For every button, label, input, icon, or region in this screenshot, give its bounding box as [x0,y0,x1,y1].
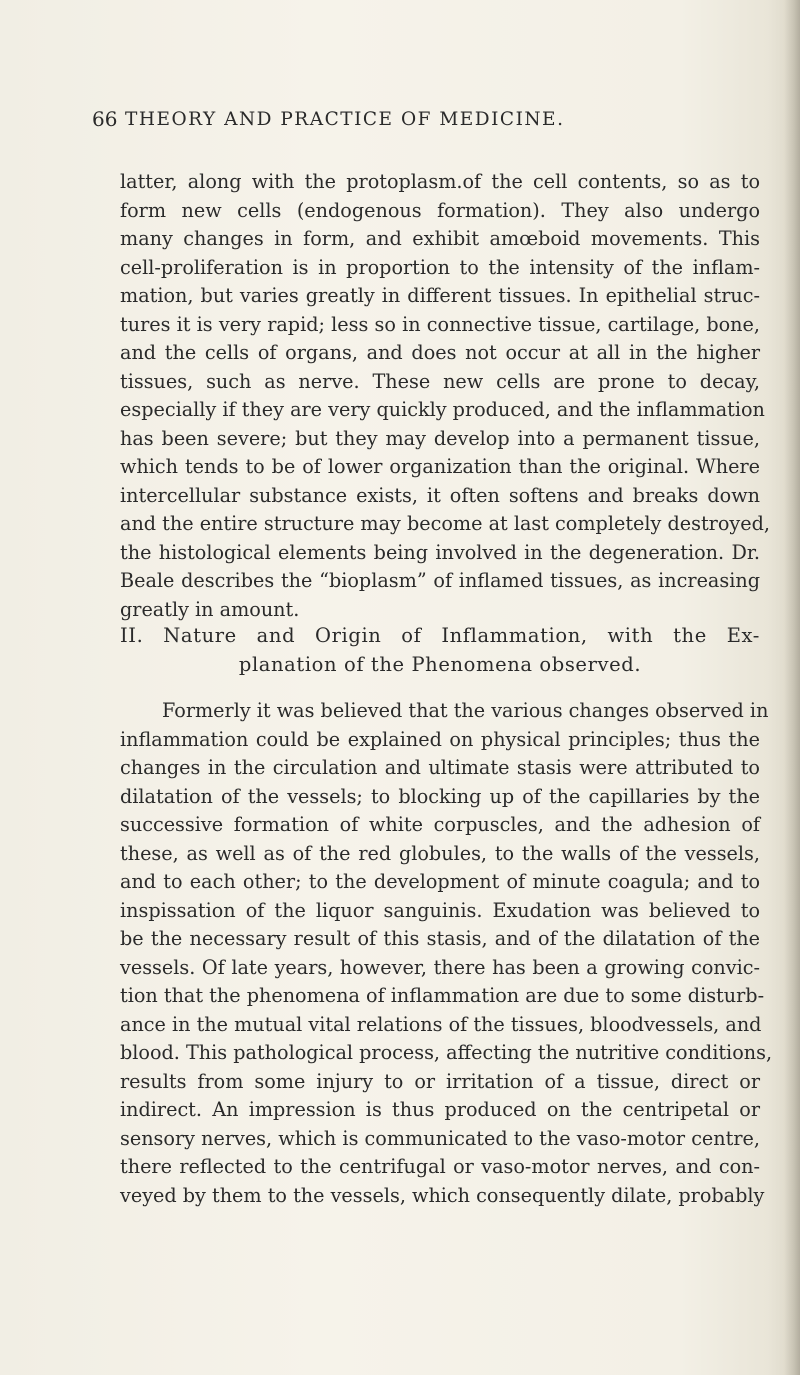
text-line: successive formation of white corpuscles, and the adhesion of [120,813,760,836]
text-line: these, as well as of the red globules, to the walls of the vessels, [120,841,760,865]
text-line: has been severe; but they may develop into a permanent tissue, [120,426,760,450]
text-line: which tends to be of lower organization than the original. Where [120,455,760,478]
page-number: 66 [92,107,118,131]
text-line: sensory nerves, which is communicated to the vaso-motor centre, [120,1126,760,1150]
text-line: vessels. Of late years, however, there has been a growing convic- [120,955,760,979]
text-line: tion that the phenomena of inflammation are due to some disturb- [120,984,765,1007]
text-line: especially if they are very quickly produced, and the inflammation [120,398,765,421]
section-heading-line-2: planation of the Phenomena observed. [238,653,642,676]
text-line: Beale describes the “bioplasm” of inflamed tissues, as increasing [120,569,760,592]
text-line: cell-proliferation is in proportion to the intensity of the inflam- [120,255,760,279]
running-head-title: THEORY AND PRACTICE OF MEDICINE. [125,109,565,130]
text-line: tures it is very rapid; less so in connective tissue, cartilage, bone, [120,312,760,336]
text-line: Formerly it was believed that the various changes observed in [162,699,769,722]
text-line: and the entire structure may become at last completely destroyed, [120,512,770,535]
page-edge-shadow [784,0,800,1375]
text-line: inflammation could be explained on physical principles; thus the [120,727,760,751]
text-line: greatly in amount. [120,597,300,621]
text-line: form new cells (endogenous formation). They also undergo [120,198,760,222]
paragraph-2 [120,697,773,1210]
paragraph-1 [120,168,770,624]
text-line: ance in the mutual vital relations of the tissues, bloodvessels, and [120,1012,762,1036]
section-heading-line-1: II. Nature and Origin of Inflammation, with the Ex- [120,624,760,647]
text-line: dilatation of the vessels; to blocking up of the capillaries by the [120,784,760,808]
text-line: mation, but varies greatly in different tissues. In epithelial struc- [120,284,760,307]
text-line: and the cells of organs, and does not occur at all in the higher [120,341,760,364]
running-head [92,107,732,143]
text-line: results from some injury to or irritation of a tissue, direct or [120,1069,760,1093]
text-line: intercellular substance exists, it often softens and breaks down [120,483,760,507]
text-line: latter, along with the protoplasm.of the cell contents, so as to [120,170,760,193]
section-heading [120,621,760,679]
text-line: tissues, such as nerve. These new cells are prone to decay, [120,369,760,393]
text-line: be the necessary result of this stasis, and of the dilatation of the [120,927,760,950]
text-line: inspissation of the liquor sanguinis. Exudation was believed to [120,898,760,922]
text-line: many changes in form, and exhibit amœboid movements. This [120,227,760,250]
text-line: indirect. An impression is thus produced on the centripetal or [120,1098,760,1121]
text-line: veyed by them to the vessels, which consequently dilate, probably [120,1183,765,1207]
text-line: there reflected to the centrifugal or vaso-motor nerves, and con- [120,1155,760,1178]
text-line: blood. This pathological process, affecting the nutritive conditions, [120,1041,773,1064]
text-line: the histological elements being involved in the degeneration. Dr. [120,540,760,564]
text-line: changes in the circulation and ultimate stasis were attributed to [120,756,760,779]
text-line: and to each other; to the development of minute coagula; and to [120,870,760,893]
